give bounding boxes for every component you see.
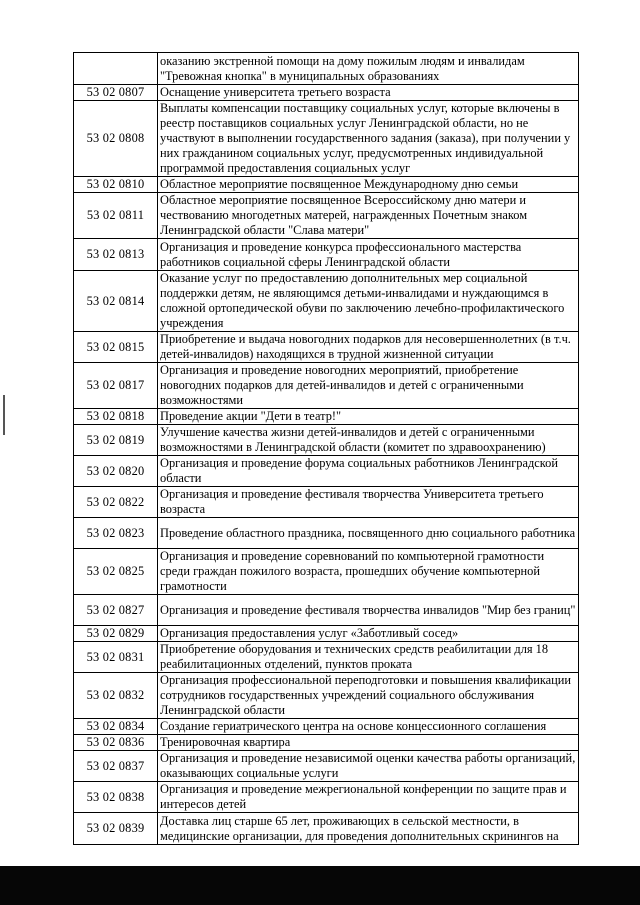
description-cell: Оказание услуг по предоставлению дополнительных мер социальной поддержки детям, не являющимся детьми-инвалидами и нуждающимся в сложной ортопедической обуви по заключению лечебно-профилактического учреждения	[158, 271, 579, 332]
code-cell: 53 02 0808	[74, 101, 158, 177]
description-cell: Выплаты компенсации поставщику социальных услуг, которые включены в реестр поставщиков социальных услуг Ленинградской области, но не участвуют в выполнении государственного задания (заказа), при получении у них гражданином социальных услуг, предусмотренных индивидуальной программой предоставления социальных услуг	[158, 101, 579, 177]
classification-table	[73, 52, 579, 845]
code-cell: 53 02 0839	[74, 813, 158, 845]
table-row	[74, 813, 579, 845]
code-cell: 53 02 0813	[74, 239, 158, 271]
description-cell: Организация и проведение новогодних мероприятий, приобретение новогодних подарков для детей-инвалидов и детей с ограниченными возможностями	[158, 363, 579, 409]
table-row	[74, 363, 579, 409]
table-row	[74, 332, 579, 363]
description-cell: Проведение акции "Дети в театр!"	[158, 409, 579, 425]
table-row	[74, 626, 579, 642]
table-row	[74, 549, 579, 595]
description-cell: Организация и проведение независимой оценки качества работы организаций, оказывающих социальные услуги	[158, 751, 579, 782]
code-cell: 53 02 0837	[74, 751, 158, 782]
description-cell: Организация и проведение конкурса профессионального мастерства работников социальной сферы Ленинградской области	[158, 239, 579, 271]
description-cell: Организация и проведение форума социальных работников Ленинградской области	[158, 456, 579, 487]
code-cell: 53 02 0832	[74, 673, 158, 719]
description-cell: Создание гериатрического центра на основе концессионного соглашения	[158, 719, 579, 735]
code-cell: 53 02 0822	[74, 487, 158, 518]
table-row	[74, 53, 579, 85]
code-cell: 53 02 0814	[74, 271, 158, 332]
description-cell: Организация и проведение межрегиональной конференции по защите прав и интересов детей	[158, 782, 579, 813]
description-cell: Тренировочная квартира	[158, 735, 579, 751]
table-row	[74, 239, 579, 271]
code-cell: 53 02 0807	[74, 85, 158, 101]
description-cell: Организация и проведение фестиваля творчества инвалидов "Мир без границ"	[158, 595, 579, 626]
table-row	[74, 518, 579, 549]
table-row	[74, 409, 579, 425]
table-row	[74, 751, 579, 782]
table-row	[74, 456, 579, 487]
description-cell: Организация предоставления услуг «Заботливый сосед»	[158, 626, 579, 642]
table-row	[74, 177, 579, 193]
code-cell	[74, 53, 158, 85]
table-row	[74, 85, 579, 101]
table-row	[74, 487, 579, 518]
table-row	[74, 271, 579, 332]
code-cell: 53 02 0815	[74, 332, 158, 363]
code-cell: 53 02 0818	[74, 409, 158, 425]
code-cell: 53 02 0838	[74, 782, 158, 813]
description-cell: Областное мероприятие посвященное Международному дню семьи	[158, 177, 579, 193]
table-row	[74, 595, 579, 626]
code-cell: 53 02 0834	[74, 719, 158, 735]
description-cell: Оснащение университета третьего возраста	[158, 85, 579, 101]
scan-bottom-band	[0, 866, 640, 905]
table-row	[74, 425, 579, 456]
description-cell: Приобретение и выдача новогодних подарков для несовершеннолетних (в т.ч. детей-инвалидов) находящихся в трудной жизненной ситуации	[158, 332, 579, 363]
description-cell: Организация и проведение соревнований по компьютерной грамотности среди граждан пожилого возраста, прошедших обучение компьютерной грамотности	[158, 549, 579, 595]
table-row	[74, 101, 579, 177]
code-cell: 53 02 0817	[74, 363, 158, 409]
description-cell: Организация и проведение фестиваля творчества Университета третьего возраста	[158, 487, 579, 518]
scan-margin-mark	[3, 395, 5, 435]
table-row	[74, 719, 579, 735]
description-cell: Доставка лиц старше 65 лет, проживающих в сельской местности, в медицинские организации, для проведения дополнительных скринингов на	[158, 813, 579, 845]
description-cell: Приобретение оборудования и технических средств реабилитации для 18 реабилитационных отделений, пунктов проката	[158, 642, 579, 673]
code-cell: 53 02 0810	[74, 177, 158, 193]
description-cell: Проведение областного праздника, посвященного дню социального работника	[158, 518, 579, 549]
code-cell: 53 02 0823	[74, 518, 158, 549]
description-cell: Областное мероприятие посвященное Всероссийскому дню матери и чествованию многодетных матерей, награжденных Почетным знаком Ленинградской области "Слава матери"	[158, 193, 579, 239]
code-cell: 53 02 0829	[74, 626, 158, 642]
table-row	[74, 193, 579, 239]
code-cell: 53 02 0820	[74, 456, 158, 487]
description-cell: Улучшение качества жизни детей-инвалидов и детей с ограниченными возможностями в Ленинградской области (комитет по здравоохранению)	[158, 425, 579, 456]
table-row	[74, 642, 579, 673]
code-cell: 53 02 0825	[74, 549, 158, 595]
code-cell: 53 02 0831	[74, 642, 158, 673]
table-row	[74, 782, 579, 813]
code-cell: 53 02 0827	[74, 595, 158, 626]
code-cell: 53 02 0819	[74, 425, 158, 456]
table-row	[74, 673, 579, 719]
code-cell: 53 02 0836	[74, 735, 158, 751]
table-row	[74, 735, 579, 751]
description-cell: Организация профессиональной переподготовки и повышения квалификации сотрудников государственных учреждений социального обслуживания Ленинградской области	[158, 673, 579, 719]
description-cell: оказанию экстренной помощи на дому пожилым людям и инвалидам "Тревожная кнопка" в муниципальных образованиях	[158, 53, 579, 85]
code-cell: 53 02 0811	[74, 193, 158, 239]
